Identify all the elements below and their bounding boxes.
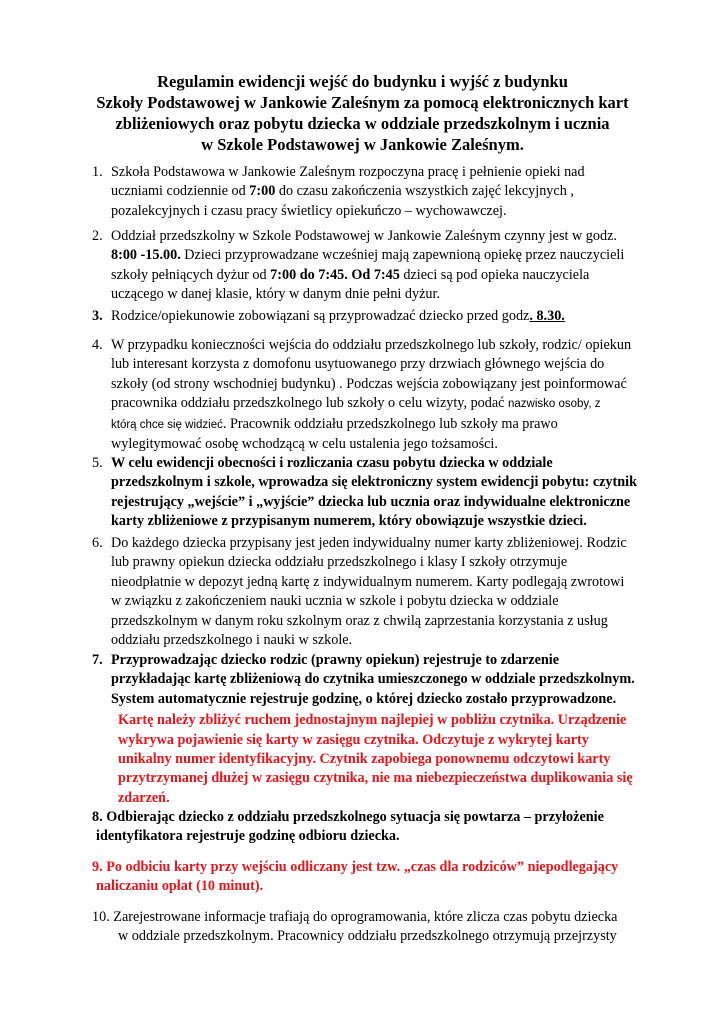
item-number: 6. [92,535,103,551]
item-number: 5. [92,455,103,471]
item-text-line: Szkoła Podstawowa w Jankowie Zaleśnym rozpoczyna pracę i pełnienie opieki nad [111,164,585,180]
item-text-line: Rodzice/opiekunowie zobowiązani są przyprowadzać dziecko przed godz. 8.30. [111,308,565,324]
list-item-8 [92,808,604,847]
item-text-line: W przypadku konieczności wejścia do oddziału przedszkolnego lub szkoły, rodzic/ opiekun [111,337,632,353]
item-text-line: Oddział przedszkolny w Szkole Podstawowej w Jankowie Zaleśnym czynny jest w godz. [111,228,617,244]
item-text-line: oddziału przedszkolnego i nauki w szkole. [111,632,353,649]
title-line-4: w Szkole Podstawowej w Jankowie Zaleśnym. [201,135,524,154]
list-item-2 [92,227,624,305]
item-text-line: identyfikatora rejestruje godzinę odbioru dziecka. [96,828,400,845]
item-text-line: rejestrujący „wejście” i „wyjście” dziecka lub ucznia oraz indywidualne elektroniczne [111,493,631,510]
item-text-line: lub prawny opiekun dziecka oddziału przedszkolnego i klasy I szkoły otrzymuje [111,554,568,571]
item-text-line: przedszkolnym w danym roku szkolnym oraz z chwilą zaprzestania korzystania z usług [111,612,608,629]
card-usage-note [111,711,635,808]
list-item-10 [92,908,617,947]
item-text-line: szkoły pełniących dyżur od 7:00 do 7:45. Od 7:45 dzieci są pod opieka nauczyciela [111,266,590,283]
item-text-line: naliczaniu opłat (10 minut). [96,878,264,895]
title-line-2: Szkoły Podstawowej w Jankowie Zaleśnym za pomocą elektronicznych kart [96,93,629,112]
item-number: 3. [92,308,103,324]
item-text-line: W celu ewidencji obecności i rozliczania czasu pobytu dziecka w oddziale [111,455,553,471]
item-text-line: przykładając kartę zbliżeniową do czytnika umieszczonego w oddziale przedszkolnym. [111,671,635,688]
item-text-line: nieodpłatnie w depozyt jedną kartę z indywidualnym numerem. Karty podlegają zwrotowi [111,573,625,590]
list-item-1 [92,163,585,221]
list-item-5 [92,454,637,532]
item-text-line: System automatycznie rejestruje godzinę, o której dziecko zostało przyprowadzone. [111,690,617,707]
item-text-line: Do każdego dziecka przypisany jest jeden indywidualny numer karty zbliżeniowej. Rodzic [111,535,627,551]
item-text-line: przedszkolnym i szkole, wprowadza się elektroniczny system ewidencji pobytu: czytnik [111,474,637,491]
item-text-line: w oddziale przedszkolnym. Pracownicy oddziału przedszkolnego otrzymują przejrzysty [118,928,617,945]
item-text-line: karty zbliżeniowe z przypisanym numerem, który obowiązuje wszystkie dzieci. [111,513,587,530]
note-line: Kartę należy zbliżyć ruchem jednostajnym najlepiej w pobliżu czytnika. Urządzenie [118,712,627,729]
list-item-3 [92,307,565,326]
item-text-line: 10. Zarejestrowane informacje trafiają do oprogramowania, które zlicza czas pobytu dziecka [92,909,618,925]
item-text-line: 8. Odbierając dziecko z oddziału przedszkolnego sytuacja się powtarza – przyłożenie [92,809,604,825]
note-line: przytrzymanej dłużej w zasięgu czytnika, nie ma niebezpieczeństwa duplikowania się [118,770,633,787]
item-text-line: uczącego w danej klasie, który w danym dnie pełni dyżur. [111,286,440,303]
item-text-line: którą chce się widzieć. Pracownik oddziału przedszkolnego lub szkoły ma prawo [111,415,558,432]
title-line-1: Regulamin ewidencji wejść do budynku i wyjść z budynku [157,72,568,91]
list-item-4 [92,336,631,454]
item-text-line: w związku z zakończeniem nauki ucznia w szkole i pobytu dziecka w oddziale [111,593,559,610]
item-text-line: Przyprowadzając dziecko rodzic (prawny opiekun) rejestruje to zdarzenie [111,652,560,668]
item-text-line: lub interesant korzysta z domofonu usytuowanego przy drzwiach głównego wejścia do [111,356,605,373]
item-text-line: uczniami codziennie od 7:00 do czasu zakończenia wszystkich zajęć lekcyjnych , [111,183,574,200]
item-text-line: pracownika oddziału przedszkolnego lub szkoły o celu wizyty, podać nazwisko osoby, z [111,395,601,412]
note-line: wykrywa pojawienie się karty w zasięgu czytnika. Odczytuje z wykrytej karty [118,731,589,748]
list-item-6 [92,534,627,650]
item-number: 7. [92,652,103,668]
list-item-7 [92,651,635,808]
item-text-line: 8:00 -15.00. Dzieci przyprowadzane wcześniej mają zapewnioną opiekę przez nauczycieli [111,247,625,264]
title-line-3: zbliżeniowych oraz pobytu dziecka w oddziale przedszkolnym i ucznia [115,114,610,133]
item-number: 2. [92,228,103,244]
item-number: 4. [92,337,103,353]
item-text-line: pozalekcyjnych i czasu pracy świetlicy opiekuńczo – wychowawczej. [111,202,507,219]
note-line: zdarzeń. [118,789,170,806]
note-line: unikalny numer identyfikacyjny. Czytnik zapobiega ponownemu odczytowi karty [118,751,611,768]
document-title [0,71,725,155]
item-text-line: wylegitymować osobę wchodzącą w celu ustalenia jego tożsamości. [111,436,498,453]
item-number: 1. [92,164,103,180]
item-text-line: szkoły (od strony wschodniej budynku) . Podczas wejścia zobowiązany jest poinformować [111,375,627,392]
item-text-line: 9. Po odbiciu karty przy wejściu odliczany jest tzw. „czas dla rodziców” niepodlegający [92,859,619,875]
list-item-9 [92,858,618,897]
